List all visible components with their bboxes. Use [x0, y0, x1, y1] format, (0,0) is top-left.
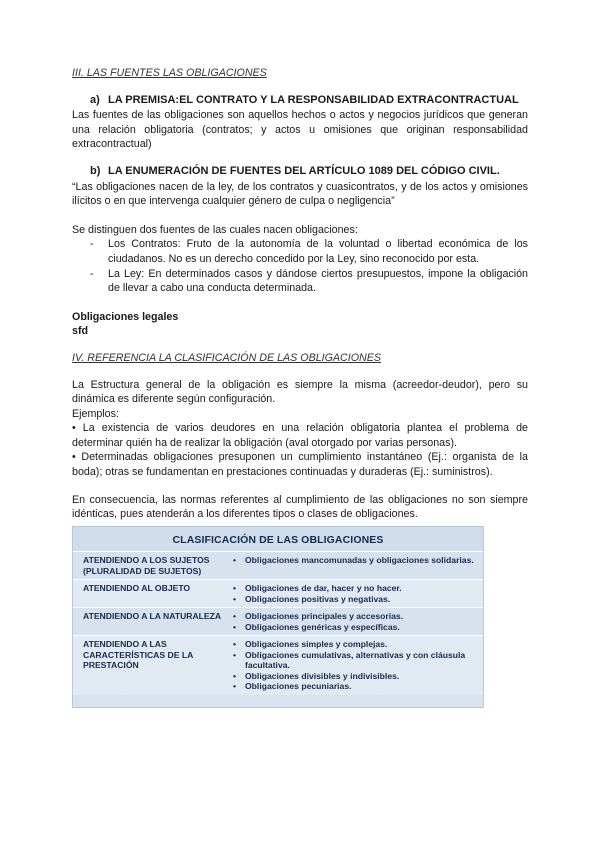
section-title-4: IV. REFERENCIA LA CLASIFICACIÓN DE LAS OBLIGACIONES	[72, 351, 382, 364]
subheading-a-text: LA PREMISA:EL CONTRATO Y LA RESPONSABILIDAD EXTRACONTRACTUAL	[108, 93, 519, 106]
row-item: • Obligaciones de dar, hacer y no hacer.	[233, 583, 479, 594]
subheading-b-label: b)	[90, 164, 101, 177]
paragraph-intro: Se distinguen dos fuentes de las cuales nacen obligaciones:	[72, 223, 358, 236]
ejemplos-label: Ejemplos:	[72, 407, 119, 420]
row-items	[229, 608, 483, 635]
sources-list	[72, 237, 528, 295]
table-row	[73, 607, 483, 635]
row-item: • Obligaciones genéricas y específicas.	[233, 622, 479, 633]
document-page	[72, 66, 528, 708]
bold-line-1: Obligaciones legales	[72, 310, 179, 323]
row-item: • Obligaciones principales y accesorias.	[233, 611, 479, 622]
table-row	[73, 551, 483, 579]
row-category: ATENDIENDO AL OBJETO	[83, 583, 191, 594]
subheading-b	[72, 164, 528, 179]
row-item: • Obligaciones pecuniarias.	[233, 681, 479, 692]
list-item: - Los Contratos: Fruto de la autonomía de la voluntad o libertad económica de los ciudadanos. No es un derecho concedido por la Ley, sino reconocido por esta.	[90, 238, 528, 265]
bold-line-2: sfd	[72, 325, 89, 338]
row-category: ATENDIENDO A LOS SUJETOS (PLURALIDAD DE SUJETOS)	[83, 555, 210, 576]
paragraph-a: Las fuentes de las obligaciones son aquellos hechos o actos y negocios jurídicos que generan una relación obligatoria (contratos; y actos u omisiones que originan responsabilidad extracontractual)	[72, 109, 528, 151]
section-title-3: III. LAS FUENTES LAS OBLIGACIONES	[72, 67, 267, 79]
example-bullet-2: • Determinadas obligaciones presuponen un cumplimiento instantáneo (Ej.: organista de la boda); otras se fundamentan en prestaciones continuadas y duraderas (Ej.: suministros).	[72, 451, 528, 479]
row-item: • Obligaciones divisibles y indivisibles.	[233, 671, 479, 682]
row-items	[229, 552, 483, 579]
row-item: • Obligaciones positivas y negativas.	[233, 594, 479, 605]
table-row	[73, 635, 483, 695]
example-bullet-1: • La existencia de varios deudores en una relación obligatoria plantea el problema de determinar quién ha de realizar la obligación (aval otorgado por varias personas).	[72, 422, 528, 449]
classification-table	[72, 526, 484, 708]
row-category: ATENDIENDO A LAS CARACTERÍSTICAS DE LA PRESTACIÓN	[83, 639, 193, 671]
row-item: • Obligaciones mancomunadas y obligaciones solidarias.	[233, 555, 479, 566]
list-item: - La Ley: En determinados casos y dándose ciertos presupuestos, impone la obligación de llevar a cabo una conducta determinada.	[90, 267, 528, 295]
row-item: • Obligaciones simples y complejas.	[233, 639, 479, 650]
subheading-a-label: a)	[90, 93, 100, 106]
row-category: ATENDIENDO A LA NATURALEZA	[83, 611, 222, 622]
row-items	[229, 580, 483, 607]
paragraph-consequence: En consecuencia, las normas referentes al cumplimiento de las obligaciones no son siempre idénticas, pues atenderán a los diferentes tipos o clases de obligaciones.	[72, 493, 528, 521]
paragraph-structure: La Estructura general de la obligación es siempre la misma (acreedor-deudor), pero su dinámica es diferente según configuración.	[72, 378, 528, 406]
table-row	[73, 579, 483, 607]
table-title: CLASIFICACIÓN DE LAS OBLIGACIONES	[172, 533, 384, 546]
row-items	[229, 636, 483, 695]
paragraph-b: “Las obligaciones nacen de la ley, de los contratos y cuasicontratos, y de los actos y omisiones ilícitos o en que intervenga cualquier género de culpa o negligencia”	[72, 180, 528, 208]
row-item: • Obligaciones cumulativas, alternativas y con cláusula facultativa.	[233, 650, 479, 671]
subheading-a	[72, 93, 528, 108]
subheading-b-text: LA ENUMERACIÓN DE FUENTES DEL ARTÍCULO 1089 DEL CÓDIGO CIVIL.	[108, 164, 500, 177]
